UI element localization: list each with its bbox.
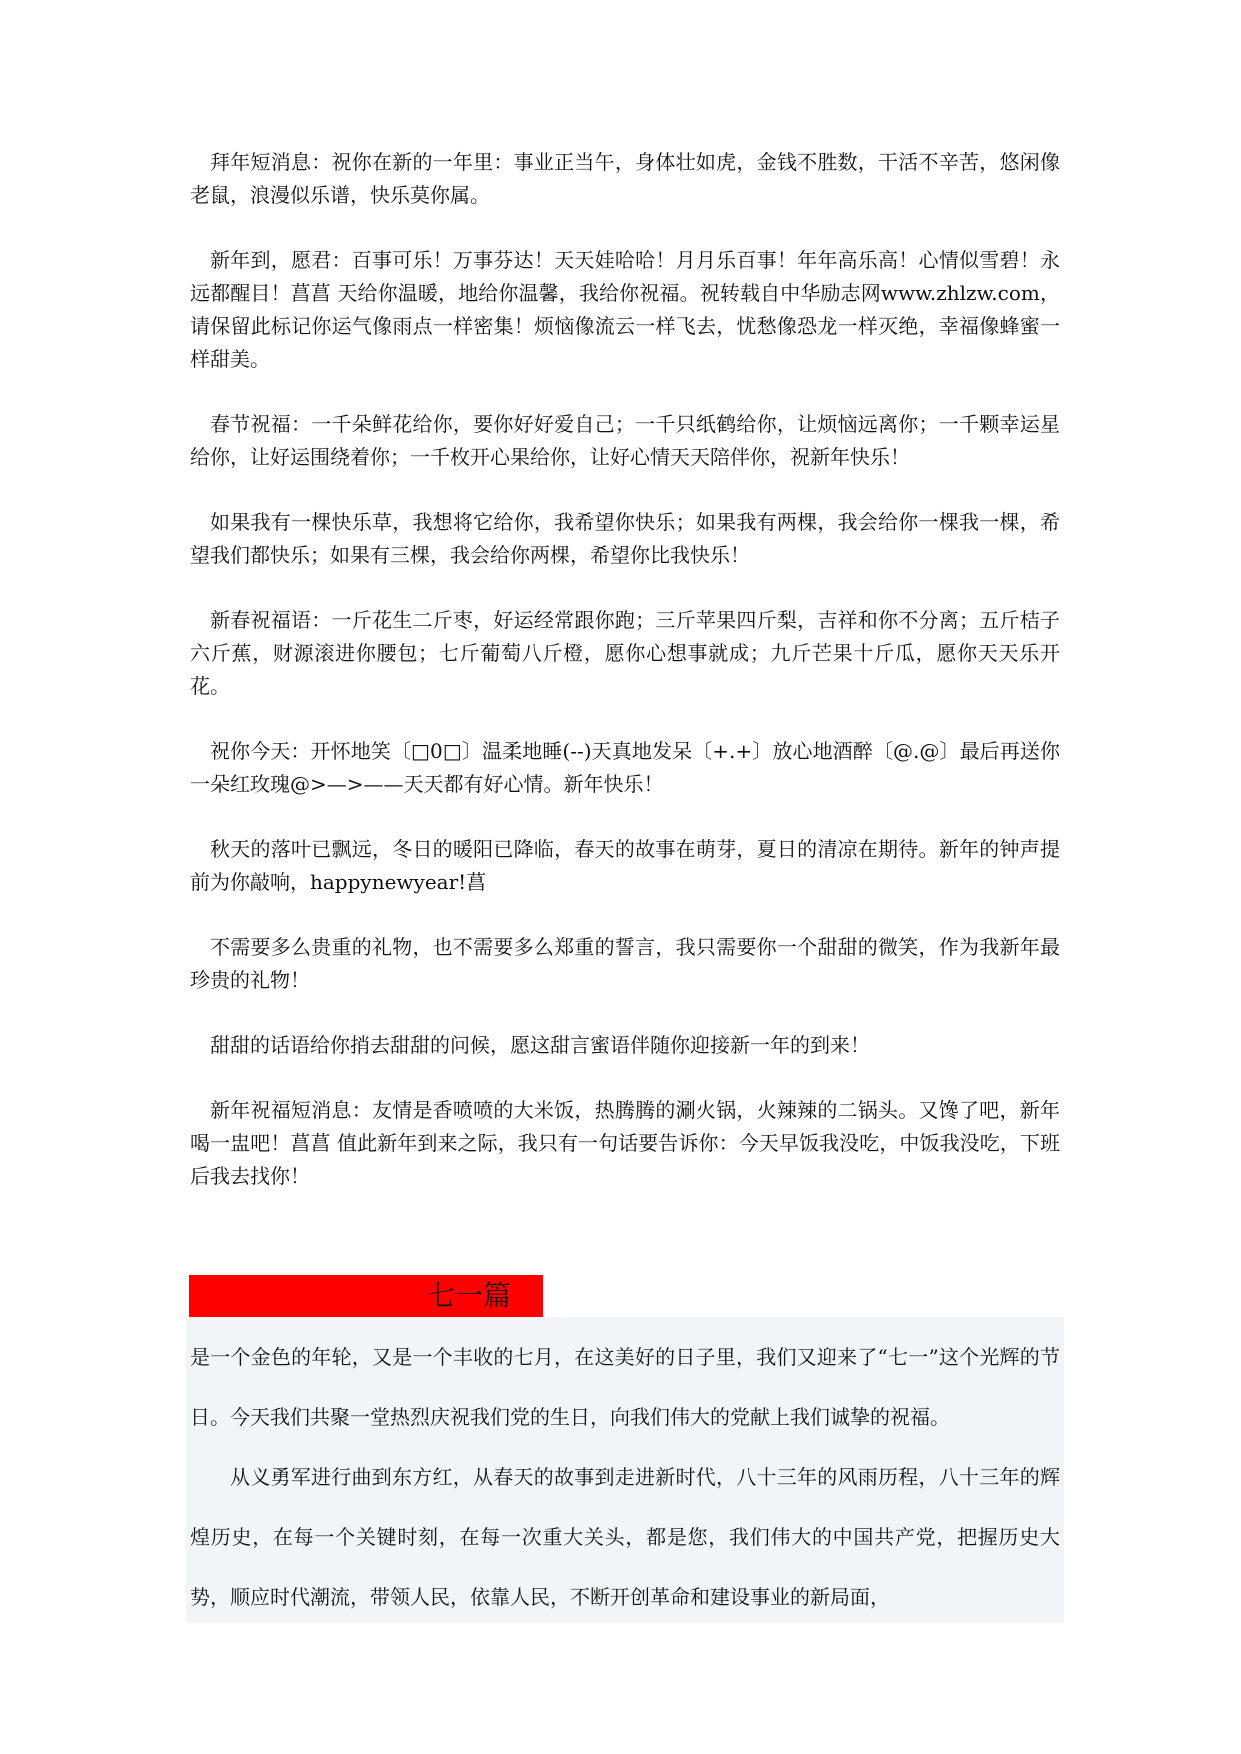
paragraph-new-spring-blessing: 新春祝福语：一斤花生二斤枣，好运经常跟你跑；三斤苹果四斤梨，吉祥和你不分离；五斤桔子六斤蕉，财源滚进你腰包；七斤葡萄八斤橙，愿你心想事就成；九斤芒果十斤瓜，愿你天天乐开花。	[190, 608, 1060, 698]
section-heading: 七一篇	[426, 1279, 511, 1312]
paragraph-sweet-smile: 不需要多么贵重的礼物，也不需要多么郑重的誓言，我只需要你一个甜甜的微笑，作为我新年最珍贵的礼物！	[190, 935, 1060, 992]
paragraph-wish-today: 祝你今天：开怀地笑〔□0□〕温柔地睡(--)天真地发呆〔+.+〕放心地酒醉〔@.@〕最后再送你一朵红玫瑰@>—>——天天都有好心情。新年快乐！	[190, 739, 1060, 796]
paragraph-new-year-wishes: 新年到，愿君：百事可乐！万事芬达！天天娃哈哈！月月乐百事！年年高乐高！心情似雪碧！永远都醒目！菖菖 天给你温暖，地给你温馨，我给你祝福。祝转载自中华励志网www.zhlzw.com，请保留此标记你运气像雨点一样密集！烦恼像流云一样飞去，忧愁像恐龙一样灭绝，幸福像蜂蜜一样甜美。	[190, 248, 1060, 371]
paragraph-spring-festival-blessing: 春节祝福：一千朵鲜花给你，要你好好爱自己；一千只纸鹤给你，让烦恼远离你；一千颗幸运星给你，让好运围绕着你；一千枚开心果给你，让好心情天天陪伴你，祝新年快乐！	[190, 412, 1060, 469]
paragraph-autumn-leaves: 秋天的落叶已飘远，冬日的暖阳已降临，春天的故事在萌芽，夏日的清凉在期待。新年的钟声提前为你敲响，happynewyear!菖	[190, 837, 1060, 894]
section-heading-bar	[189, 1275, 543, 1317]
paragraph-new-year-blessing-sms: 新年祝福短消息：友情是香喷喷的大米饭，热腾腾的涮火锅，火辣辣的二锅头。又馋了吧，新年喝一盅吧！菖菖 值此新年到来之际，我只有一句话要告诉你：今天早饭我没吃，中饭我没吃，下班后我去找你！	[190, 1098, 1060, 1188]
paragraph-happy-grass: 如果我有一棵快乐草，我想将它给你，我希望你快乐；如果我有两棵，我会给你一棵我一棵，希望我们都快乐；如果有三棵，我会给你两棵，希望你比我快乐！	[190, 510, 1060, 567]
section-paragraph: 从义勇军进行曲到东方红，从春天的故事到走进新时代，八十三年的风雨历程，八十三年的辉煌历史，在每一个关键时刻，在每一次重大关头，都是您，我们伟大的中国共产党，把握历史大势，顺应时代潮流，带领人民，依靠人民，不断开创革命和建设事业的新局面，	[190, 1465, 1060, 1609]
section-paragraph: 是一个金色的年轮，又是一个丰收的七月，在这美好的日子里，我们又迎来了“七一”这个光辉的节日。今天我们共聚一堂热烈庆祝我们党的生日，向我们伟大的党献上我们诚挚的祝福。	[190, 1345, 1060, 1429]
section-body-shaded	[186, 1317, 1064, 1623]
greetings-text	[190, 146, 1060, 1225]
paragraph-new-year-sms: 拜年短消息：祝你在新的一年里：事业正当午，身体壮如虎，金钱不胜数，干活不辛苦，悠闲像老鼠，浪漫似乐谱，快乐莫你属。	[190, 150, 1060, 207]
section-body	[190, 1327, 1060, 1627]
paragraph-sweet-words: 甜甜的话语给你捎去甜甜的问候，愿这甜言蜜语伴随你迎接新一年的到来！	[210, 1033, 870, 1057]
